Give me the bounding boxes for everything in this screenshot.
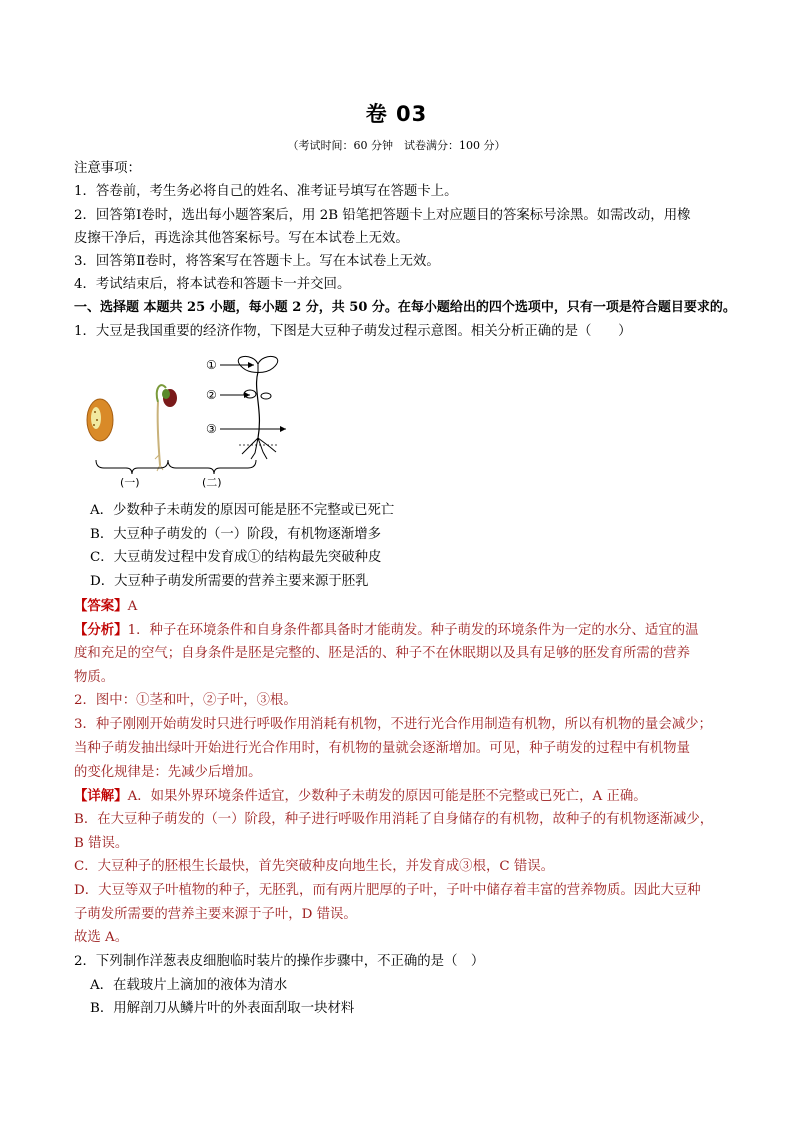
- question-1-option-b: B．大豆种子萌发的（一）阶段，有机物逐渐增多: [90, 527, 382, 542]
- figure-label-2: ②: [206, 388, 217, 402]
- analysis-line: 的变化规律是：先减少后增加。: [74, 765, 262, 780]
- analysis-line: 度和充足的空气；自身条件是胚是完整的、胚是活的、种子不在休眠期以及具有足够的胚发育所需的营养: [74, 646, 690, 661]
- question-2-option-b: B．用解剖刀从鳞片叶的外表面刮取一块材料: [90, 1001, 355, 1016]
- answer-value: A: [127, 599, 138, 614]
- notice-item: 皮擦干净后，再选涂其他答案标号。写在本试卷上无效。: [74, 231, 409, 246]
- detail-line: C．大豆种子的胚根生长最快，首先突破种皮向地生长，并发育成③根，C 错误。: [74, 859, 555, 874]
- page-title: 卷 03: [365, 102, 428, 126]
- question-1-option-d: D．大豆种子萌发所需要的营养主要来源于胚乳: [90, 574, 369, 589]
- detail-line: 故选 A。: [74, 930, 129, 945]
- figure-label-3: ③: [206, 422, 217, 436]
- stage-2-label: (二): [202, 476, 222, 489]
- question-1-option-a: A．少数种子未萌发的原因可能是胚不完整或已死亡: [90, 503, 395, 518]
- detail-line: B 错误。: [74, 836, 129, 851]
- answer-tag: 【答案】: [74, 598, 128, 614]
- analysis-line: 2．图中：①茎和叶，②子叶，③根。: [74, 693, 297, 708]
- analysis-line: 1．种子在环境条件和自身条件都具备时才能萌发。种子萌发的环境条件为一定的水分、适宜的温: [127, 623, 699, 638]
- detail-line: A．如果外界环境条件适宜，少数种子未萌发的原因可能是胚不完整或已死亡，A 正确。: [127, 789, 647, 804]
- analysis-tag: 【分析】: [74, 622, 128, 638]
- analysis-line: 当种子萌发抽出绿叶开始进行光合作用时，有机物的量就会逐渐增加。可见，种子萌发的过程中有机物量: [74, 741, 690, 756]
- analysis-line: 物质。: [74, 670, 115, 685]
- detail-line: 子萌发所需要的营养主要来源于子叶，D 错误。: [74, 907, 357, 922]
- soybean-seed-image: [87, 399, 113, 441]
- detail-tag: 【详解】: [74, 788, 128, 804]
- stage-1-label: (一): [120, 476, 140, 489]
- notice-item: 3．回答第Ⅱ卷时，将答案写在答题卡上。写在本试卷上无效。: [74, 254, 440, 269]
- section-heading: 一、选择题 本题共 25 小题，每小题 2 分，共 50 分。在每小题给出的四个选项中，只有一项是符合题目要求的。: [74, 300, 736, 315]
- question-2-stem: 2．下列制作洋葱表皮细胞临时装片的操作步骤中，不正确的是（ ）: [74, 954, 485, 969]
- seedling-plant-image: [238, 356, 278, 459]
- exam-info: （考试时间：60 分钟 试卷满分：100 分）: [287, 139, 506, 152]
- question-1-option-c: C．大豆萌发过程中发育成①的结构最先突破种皮: [90, 550, 382, 565]
- notice-heading: 注意事项：: [74, 161, 141, 176]
- question-1-stem: 1．大豆是我国重要的经济作物，下图是大豆种子萌发过程示意图。相关分析正确的是（ ）: [74, 324, 632, 339]
- detail-line: D．大豆等双子叶植物的种子，无胚乳，而有两片肥厚的子叶，子叶中储存着丰富的营养物质。因此大豆种: [74, 883, 701, 898]
- notice-item: 1．答卷前，考生务必将自己的姓名、准考证号填写在答题卡上。: [74, 184, 458, 199]
- question-2-option-a: A．在载玻片上滴加的液体为清水: [90, 978, 288, 993]
- analysis-line: 3．种子刚刚开始萌发时只进行呼吸作用消耗有机物，不进行光合作用制造有机物，所以有机物的量会减少；: [74, 717, 712, 732]
- notice-item: 2．回答第Ⅰ卷时，选出每小题答案后，用 2B 铅笔把答题卡上对应题目的答案标号涂黑。如需改动，用橡: [74, 208, 691, 223]
- seed-germination-figure: [78, 350, 338, 490]
- figure-label-1: ①: [206, 358, 217, 372]
- notice-item: 4．考试结束后，将本试卷和答题卡一并交回。: [74, 277, 351, 292]
- detail-line: B．在大豆种子萌发的（一）阶段，种子进行呼吸作用消耗了自身储存的有机物，故种子的有机物逐渐减少，: [74, 812, 714, 827]
- sprouting-seed-image: [155, 385, 177, 471]
